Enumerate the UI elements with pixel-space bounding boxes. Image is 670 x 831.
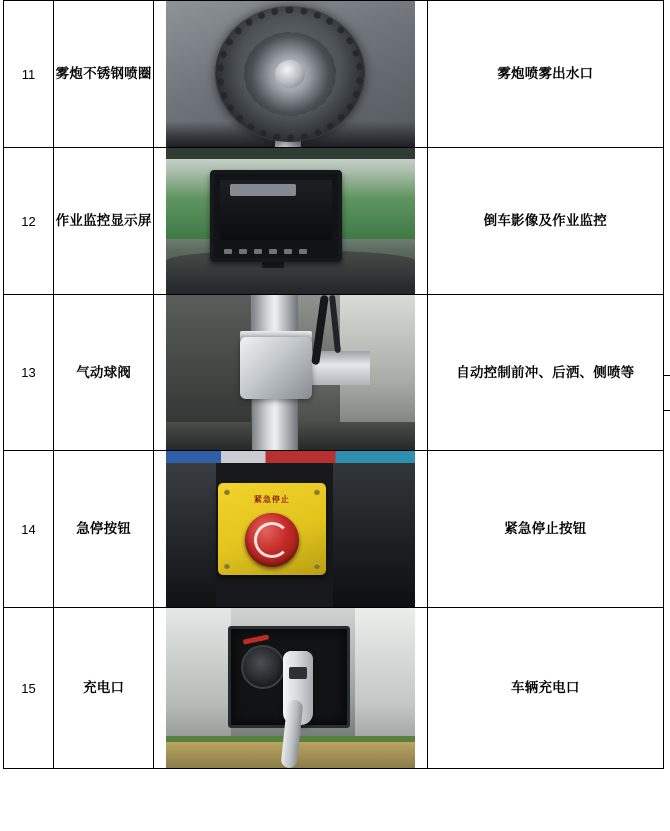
row-name: 充电口 — [54, 608, 154, 769]
table-row — [4, 148, 664, 295]
row-name: 作业监控显示屏 — [54, 148, 154, 295]
row-description: 自动控制前冲、后洒、侧喷等 — [427, 295, 663, 451]
row-description: 倒车影像及作业监控 — [427, 148, 663, 295]
row-index: 11 — [4, 1, 54, 148]
row-photo-cell — [154, 608, 427, 769]
row-photo-cell — [154, 148, 427, 295]
row-name: 雾炮不锈钢喷圈 — [54, 1, 154, 148]
row-name: 气动球阀 — [54, 295, 154, 451]
row-index: 14 — [4, 451, 54, 608]
row-photo-cell — [154, 451, 427, 608]
emergency-stop-label: 紧急停止 — [253, 495, 290, 504]
row-photo-cell — [154, 295, 427, 451]
table-row — [4, 1, 664, 148]
table-row — [4, 451, 664, 608]
emergency-stop-button-photo — [154, 451, 426, 607]
row-index: 12 — [4, 148, 54, 295]
row-index: 15 — [4, 608, 54, 769]
fog-cannon-nozzle-ring-photo — [154, 1, 426, 147]
operation-monitor-display-photo — [154, 148, 426, 294]
equipment-component-table — [3, 0, 664, 769]
pneumatic-ball-valve-photo — [154, 295, 426, 450]
page-edge-mark — [663, 375, 670, 376]
row-name: 急停按钮 — [54, 451, 154, 608]
row-index: 13 — [4, 295, 54, 451]
table-row — [4, 295, 664, 451]
row-description: 紧急停止按钮 — [427, 451, 663, 608]
page-edge-mark — [663, 410, 670, 411]
vehicle-charging-port-photo — [154, 608, 426, 768]
table-row — [4, 608, 664, 769]
row-photo-cell — [154, 1, 427, 148]
row-description: 雾炮喷雾出水口 — [427, 1, 663, 148]
row-description: 车辆充电口 — [427, 608, 663, 769]
